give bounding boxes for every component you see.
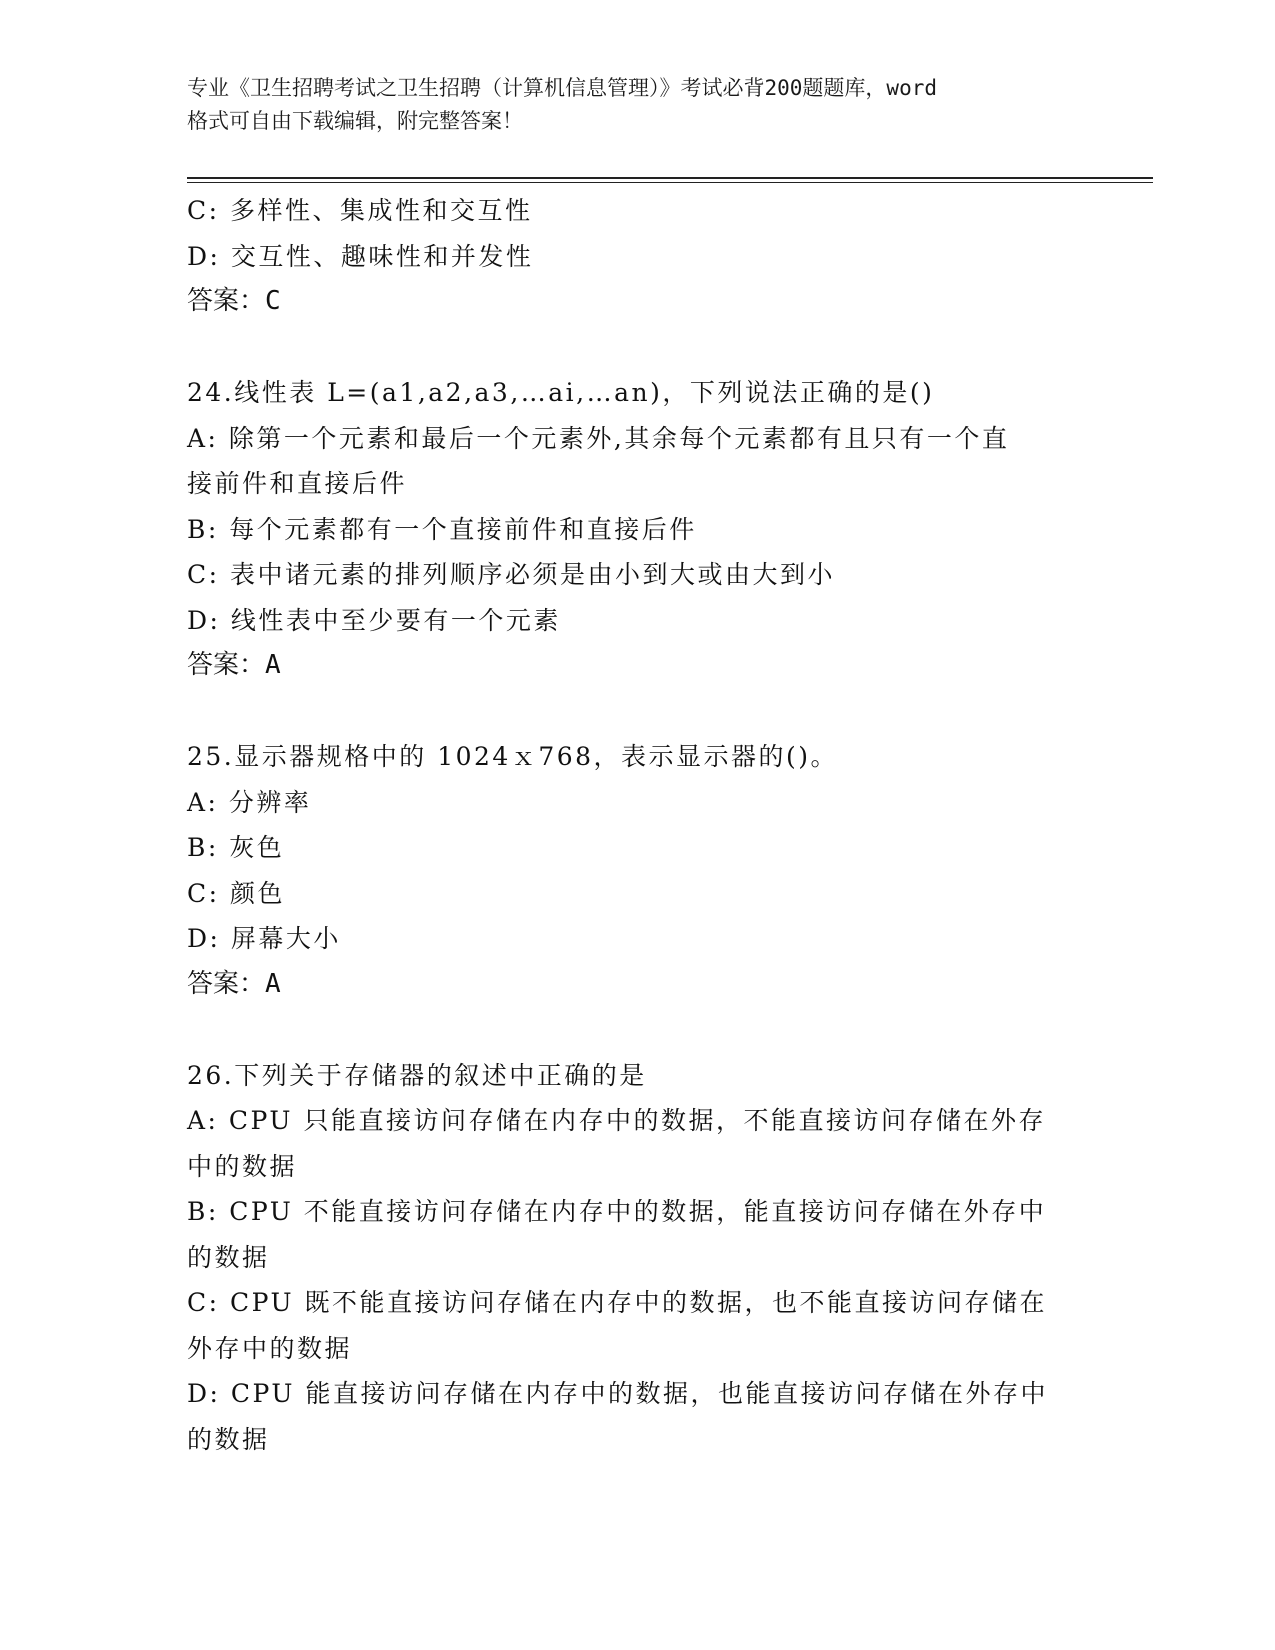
q25-question: 25.显示器规格中的 1024ｘ768，表示显示器的()。	[187, 742, 839, 771]
header-title-line-2: 格式可自由下载编辑，附完整答案！	[187, 109, 523, 133]
q25-option-a: A: 分辨率	[187, 787, 312, 817]
q25-option-b: B: 灰色	[187, 833, 285, 862]
question-26-block	[187, 1053, 1067, 1463]
q24-option-b: B: 每个元素都有一个直接前件和直接后件	[187, 514, 697, 544]
question-content	[187, 188, 1067, 1462]
q23-option-c: C: 多样性、集成性和交互性	[187, 196, 533, 225]
q23-answer: 答案：C	[187, 286, 281, 316]
q24-answer: 答案：A	[187, 650, 281, 680]
q25-option-d: D: 屏幕大小	[187, 924, 341, 953]
q24-question: 24.线性表 L=(a1,a2,a3,…ai,…an)，下列说法正确的是()	[187, 378, 935, 407]
q26-option-b-line-2: 的数据	[187, 1242, 270, 1272]
document-header	[187, 72, 1087, 138]
q26-option-c-line-2: 外存中的数据	[187, 1333, 353, 1363]
q24-option-a-line-2: 接前件和直接后件	[187, 469, 408, 498]
question-23-block	[187, 188, 1067, 325]
q26-option-c-line-1: C: CPU 既不能直接访问存储在内存中的数据，也不能直接访问存储在	[187, 1288, 1048, 1317]
q26-question: 26.下列关于存储器的叙述中正确的是	[187, 1060, 647, 1090]
q24-option-a-line-1: A: 除第一个元素和最后一个元素外,其余每个元素都有且只有一个直	[187, 423, 1010, 453]
header-divider-thin	[187, 182, 1153, 183]
q26-option-b-line-1: B: CPU 不能直接访问存储在内存中的数据，能直接访问存储在外存中	[187, 1197, 1047, 1226]
q24-option-d: D: 线性表中至少要有一个元素	[187, 605, 561, 635]
header-title-line-1: 专业《卫生招聘考试之卫生招聘（计算机信息管理）》考试必背200题题库，word	[187, 76, 937, 100]
q23-option-d: D: 交互性、趣味性和并发性	[187, 241, 534, 271]
spacer	[187, 689, 1067, 735]
header-divider-thick	[187, 177, 1153, 179]
q26-option-d-line-2: 的数据	[187, 1424, 270, 1454]
q24-option-c: C: 表中诸元素的排列顺序必须是由小到大或由大到小	[187, 560, 836, 589]
q25-answer: 答案：A	[187, 968, 281, 999]
q26-option-d-line-1: D: CPU 能直接访问存储在内存中的数据，也能直接访问存储在外存中	[187, 1379, 1048, 1408]
question-24-block	[187, 370, 1067, 689]
spacer	[187, 325, 1067, 371]
q26-option-a-line-1: A: CPU 只能直接访问存储在内存中的数据，不能直接访问存储在外存	[187, 1106, 1046, 1135]
q26-option-a-line-2: 中的数据	[187, 1151, 298, 1181]
spacer	[187, 1007, 1067, 1053]
q25-option-c: C: 颜色	[187, 878, 285, 908]
question-25-block	[187, 734, 1067, 1007]
